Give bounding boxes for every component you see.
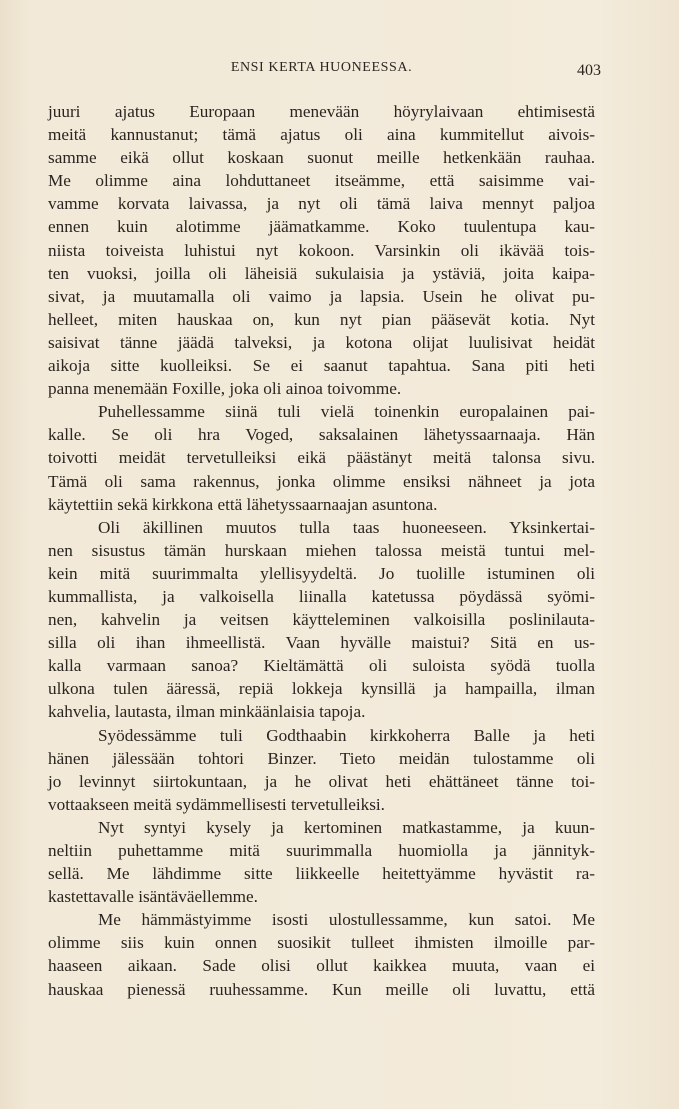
text-line: sellä. Me lähdimme sitte liikkeelle heitettyämme hyvästit ra- bbox=[48, 864, 595, 884]
text-line: haaseen aikaan. Sade olisi ollut kaikkea muuta, vaan ei bbox=[48, 956, 595, 976]
text-line: ennen kuin alotimme jäämatkamme. Koko tuulentupa kau- bbox=[48, 217, 595, 237]
text-line: aikoja sitte kuolleiksi. Se ei saanut tapahtua. Sana piti heti bbox=[48, 356, 595, 376]
text-line: samme eikä ollut koskaan suonut meille hetkenkään rauhaa. bbox=[48, 148, 595, 168]
text-line: ten vuoksi, joilla oli läheisiä sukulaisia ja ystäviä, joita kaipa- bbox=[48, 263, 595, 283]
text-line: Me olimme aina lohduttaneet itseämme, että saisimme vai- bbox=[48, 171, 595, 191]
text-line: panna menemään Foxille, joka oli ainoa toivomme. bbox=[48, 379, 402, 399]
text-line: jo levinnyt siirtokuntaan, ja he olivat heti ehättäneet tänne toi- bbox=[48, 771, 595, 791]
text-line: meitä kannustanut; tämä ajatus oli aina kummitellut aivois- bbox=[48, 125, 595, 145]
text-line: Puhellessamme siinä tuli vielä toinenkin europalainen pai- bbox=[98, 402, 595, 422]
text-line: toivotti meidät tervetulleiksi eikä päästänyt meitä talonsa sivu. bbox=[48, 448, 595, 468]
text-line: hänen jälessään tohtori Binzer. Tieto meidän tulostamme oli bbox=[48, 748, 595, 768]
text-line: ulkona tulen ääressä, repiä lokkeja kynsillä ja hampailla, ilman bbox=[48, 679, 595, 699]
text-line: sivat, ja muutamalla oli vaimo ja lapsia. Usein he olivat pu- bbox=[48, 286, 595, 306]
page-number: 403 bbox=[577, 62, 601, 79]
text-line: kummallista, ja valkoisella liinalla katetussa pöydässä syömi- bbox=[48, 586, 595, 606]
text-line: Me hämmästyimme isosti ulostullessamme, kun satoi. Me bbox=[98, 910, 595, 930]
text-line: vottaakseen meitä sydämmellisesti tervetulleiksi. bbox=[48, 794, 385, 814]
text-line: nen, kahvelin ja veitsen käytteleminen valkoisilla poslinilauta- bbox=[48, 610, 595, 630]
text-line: nen sisustus tämän hurskaan miehen talossa meistä tuntui mel- bbox=[48, 540, 595, 560]
text-line: neltiin puhettamme mitä suurimmalla huomiolla ja jännityk- bbox=[48, 841, 595, 860]
text-line: Oli äkillinen muutos tulla taas huoneeseen. Yksinkertai- bbox=[98, 517, 595, 537]
text-line: niista toiveista luhistui nyt kokoon. Varsinkin oli ikävää tois- bbox=[48, 240, 595, 260]
text-line: vamme korvata laivassa, ja nyt oli tämä laiva mennyt paljoa bbox=[48, 194, 595, 214]
text-line: helleet, miten hauskaa on, kun nyt pian pääsevät kotia. Nyt bbox=[48, 309, 595, 329]
text-line: Syödessämme tuli Godthaabin kirkkoherra Balle ja heti bbox=[98, 725, 595, 745]
text-line: kalla varmaan sanoa? Kieltämättä oli suloista syödä tuolla bbox=[48, 656, 595, 676]
text-line: saisivat tänne jäädä talveksi, ja kotona olijat luulisivat heidät bbox=[48, 332, 595, 352]
text-line: kein mitä suurimmalta ylellisyydeltä. Jo tuolille istuminen oli bbox=[48, 563, 595, 583]
text-line: kalle. Se oli hra Voged, saksalainen lähetyssaarnaaja. Hän bbox=[48, 425, 595, 445]
body-text bbox=[48, 100, 595, 1001]
running-title: ENSI KERTA HUONEESSA. bbox=[230, 60, 413, 75]
page-header bbox=[48, 60, 601, 84]
text-line: kahvelia, lautasta, ilman minkäänlaisia tapoja. bbox=[48, 702, 366, 722]
text-line: olimme siis kuin onnen suosikit tulleet ihmisten ilmoille par- bbox=[48, 933, 595, 953]
text-line: käytettiin sekä kirkkona että lähetyssaarnaajan asuntona. bbox=[48, 494, 438, 514]
text-line: hauskaa pienessä ruuhessamme. Kun meille oli luvattu, että bbox=[48, 979, 595, 999]
text-line: Nyt syntyi kysely ja kertominen matkastamme, ja kuun- bbox=[98, 817, 595, 837]
text-line: kastettavalle isäntäväellemme. bbox=[48, 887, 258, 907]
text-line: silla oli ihan ihmeellistä. Vaan hyvälle maistui? Sitä en us- bbox=[48, 633, 595, 653]
text-line: juuri ajatus Europaan menevään höyrylaivaan ehtimisestä bbox=[48, 102, 595, 121]
text-line: Tämä oli sama rakennus, jonka olimme ensiksi nähneet ja jota bbox=[48, 471, 595, 491]
